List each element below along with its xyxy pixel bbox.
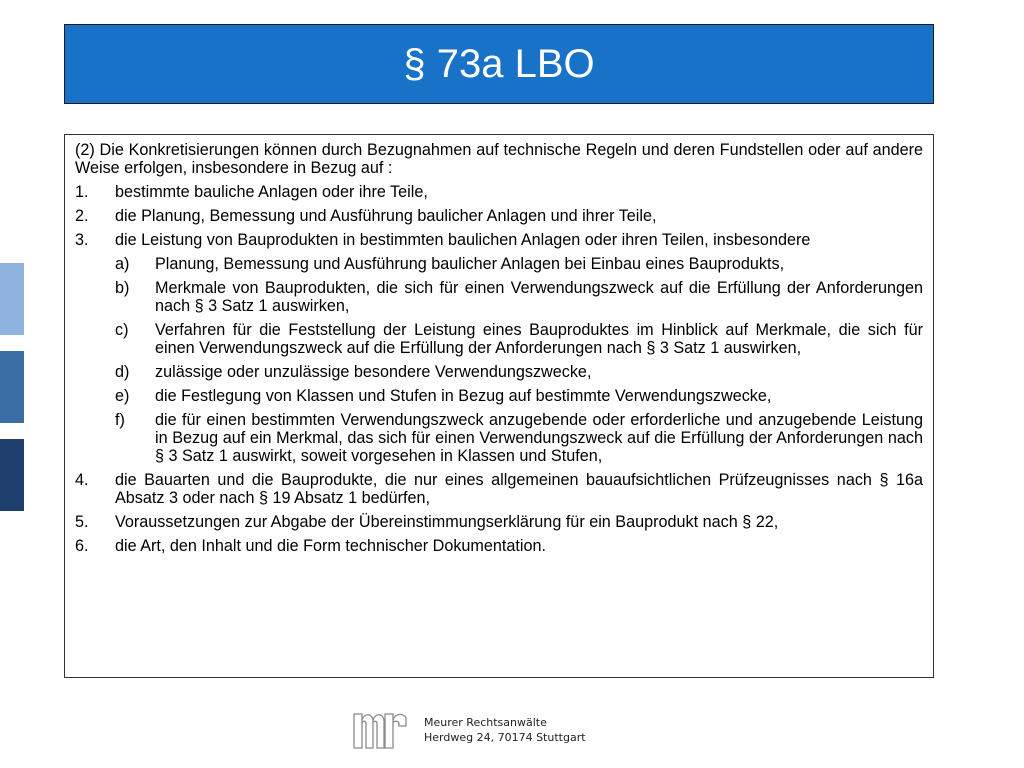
mr-logo-icon [352,710,408,750]
sub-item-letter: c) [115,321,129,339]
content-box [64,134,934,678]
sub-list-item [115,279,923,315]
list-item-number: 6. [75,537,89,555]
list-item-text: Voraussetzungen zur Abgabe der Übereinstimmungserklärung für ein Bauprodukt nach § 22, [115,513,779,531]
intro-paragraph: (2) Die Konkretisierungen können durch Bezugnahmen auf technische Regeln und deren Fundstellen oder auf andere Weise erfolgen, insbesondere in Bezug auf : [75,141,923,177]
sub-item-letter: b) [115,279,130,297]
sub-list-item [115,363,923,381]
sub-item-text: die für einen bestimmten Verwendungszweck anzugebende oder erforderliche und anzugebende Leistung in Bezug auf ein Merkmal, das sich für einen Verwendungszweck auf die Erfüllung der Anforderungen nach § 3 Satz 1 auswirkt, soweit vorgesehen in Klassen und Stufen, [155,411,923,465]
list-item-text: bestimmte bauliche Anlagen oder ihre Teile, [115,183,428,201]
sub-list-item [115,321,923,357]
list-item-text: die Planung, Bemessung und Ausführung baulicher Anlagen und ihrer Teile, [115,207,657,225]
list-item [75,231,923,465]
company-name: Meurer Rechtsanwälte [424,716,547,729]
title-bar [64,24,934,104]
list-item-number: 2. [75,207,89,225]
side-tab-dark [0,439,24,511]
sub-list-item [115,411,923,465]
side-tab-light [0,263,24,335]
list-item-text: die Art, den Inhalt und die Form technischer Dokumentation. [115,537,547,555]
list-item-number: 1. [75,183,89,201]
list-item-text: die Leistung von Bauprodukten in bestimmten baulichen Anlagen oder ihren Teilen, insbesondere [115,231,811,249]
sub-list [115,255,923,465]
list-item [75,471,923,507]
footer [352,710,586,750]
sub-item-letter: a) [115,255,130,273]
sub-item-text: die Festlegung von Klassen und Stufen in Bezug auf bestimmte Verwendungszwecke, [155,387,772,405]
sub-item-letter: d) [115,363,130,381]
company-address: Herdweg 24, 70174 Stuttgart [424,731,586,744]
sub-item-text: Merkmale von Bauprodukten, die sich für einen Verwendungszweck auf die Erfüllung der Anforderungen nach § 3 Satz 1 auswirken, [155,279,923,315]
list-item-text: die Bauarten und die Bauprodukte, die nur eines allgemeinen bauaufsichtlichen Prüfzeugnisses nach § 16a Absatz 3 oder nach § 19 Absatz 1 bedürfen, [115,471,923,507]
sub-list-item [115,387,923,405]
list-item [75,207,923,225]
list-item [75,183,923,201]
list-item [75,537,923,555]
sub-item-letter: f) [115,411,125,429]
list-item-number: 3. [75,231,89,249]
side-tab-medium [0,351,24,423]
list-item-number: 4. [75,471,89,489]
list-item-number: 5. [75,513,89,531]
list-item [75,513,923,531]
slide-title: § 73a LBO [403,41,595,86]
list-item-body [115,231,923,465]
sub-item-text: zulässige oder unzulässige besondere Verwendungszwecke, [155,363,592,381]
sub-item-text: Planung, Bemessung und Ausführung baulicher Anlagen bei Einbau eines Bauprodukts, [155,255,785,273]
sub-list-item [115,255,923,273]
sub-item-text: Verfahren für die Feststellung der Leistung eines Bauproduktes im Hinblick auf Merkmale, die sich für einen Verwendungszweck auf die Erfüllung der Anforderungen nach § 3 Satz 1 auswirken, [155,321,923,357]
main-list [75,183,923,555]
footer-text [424,715,586,745]
sub-item-letter: e) [115,387,130,405]
